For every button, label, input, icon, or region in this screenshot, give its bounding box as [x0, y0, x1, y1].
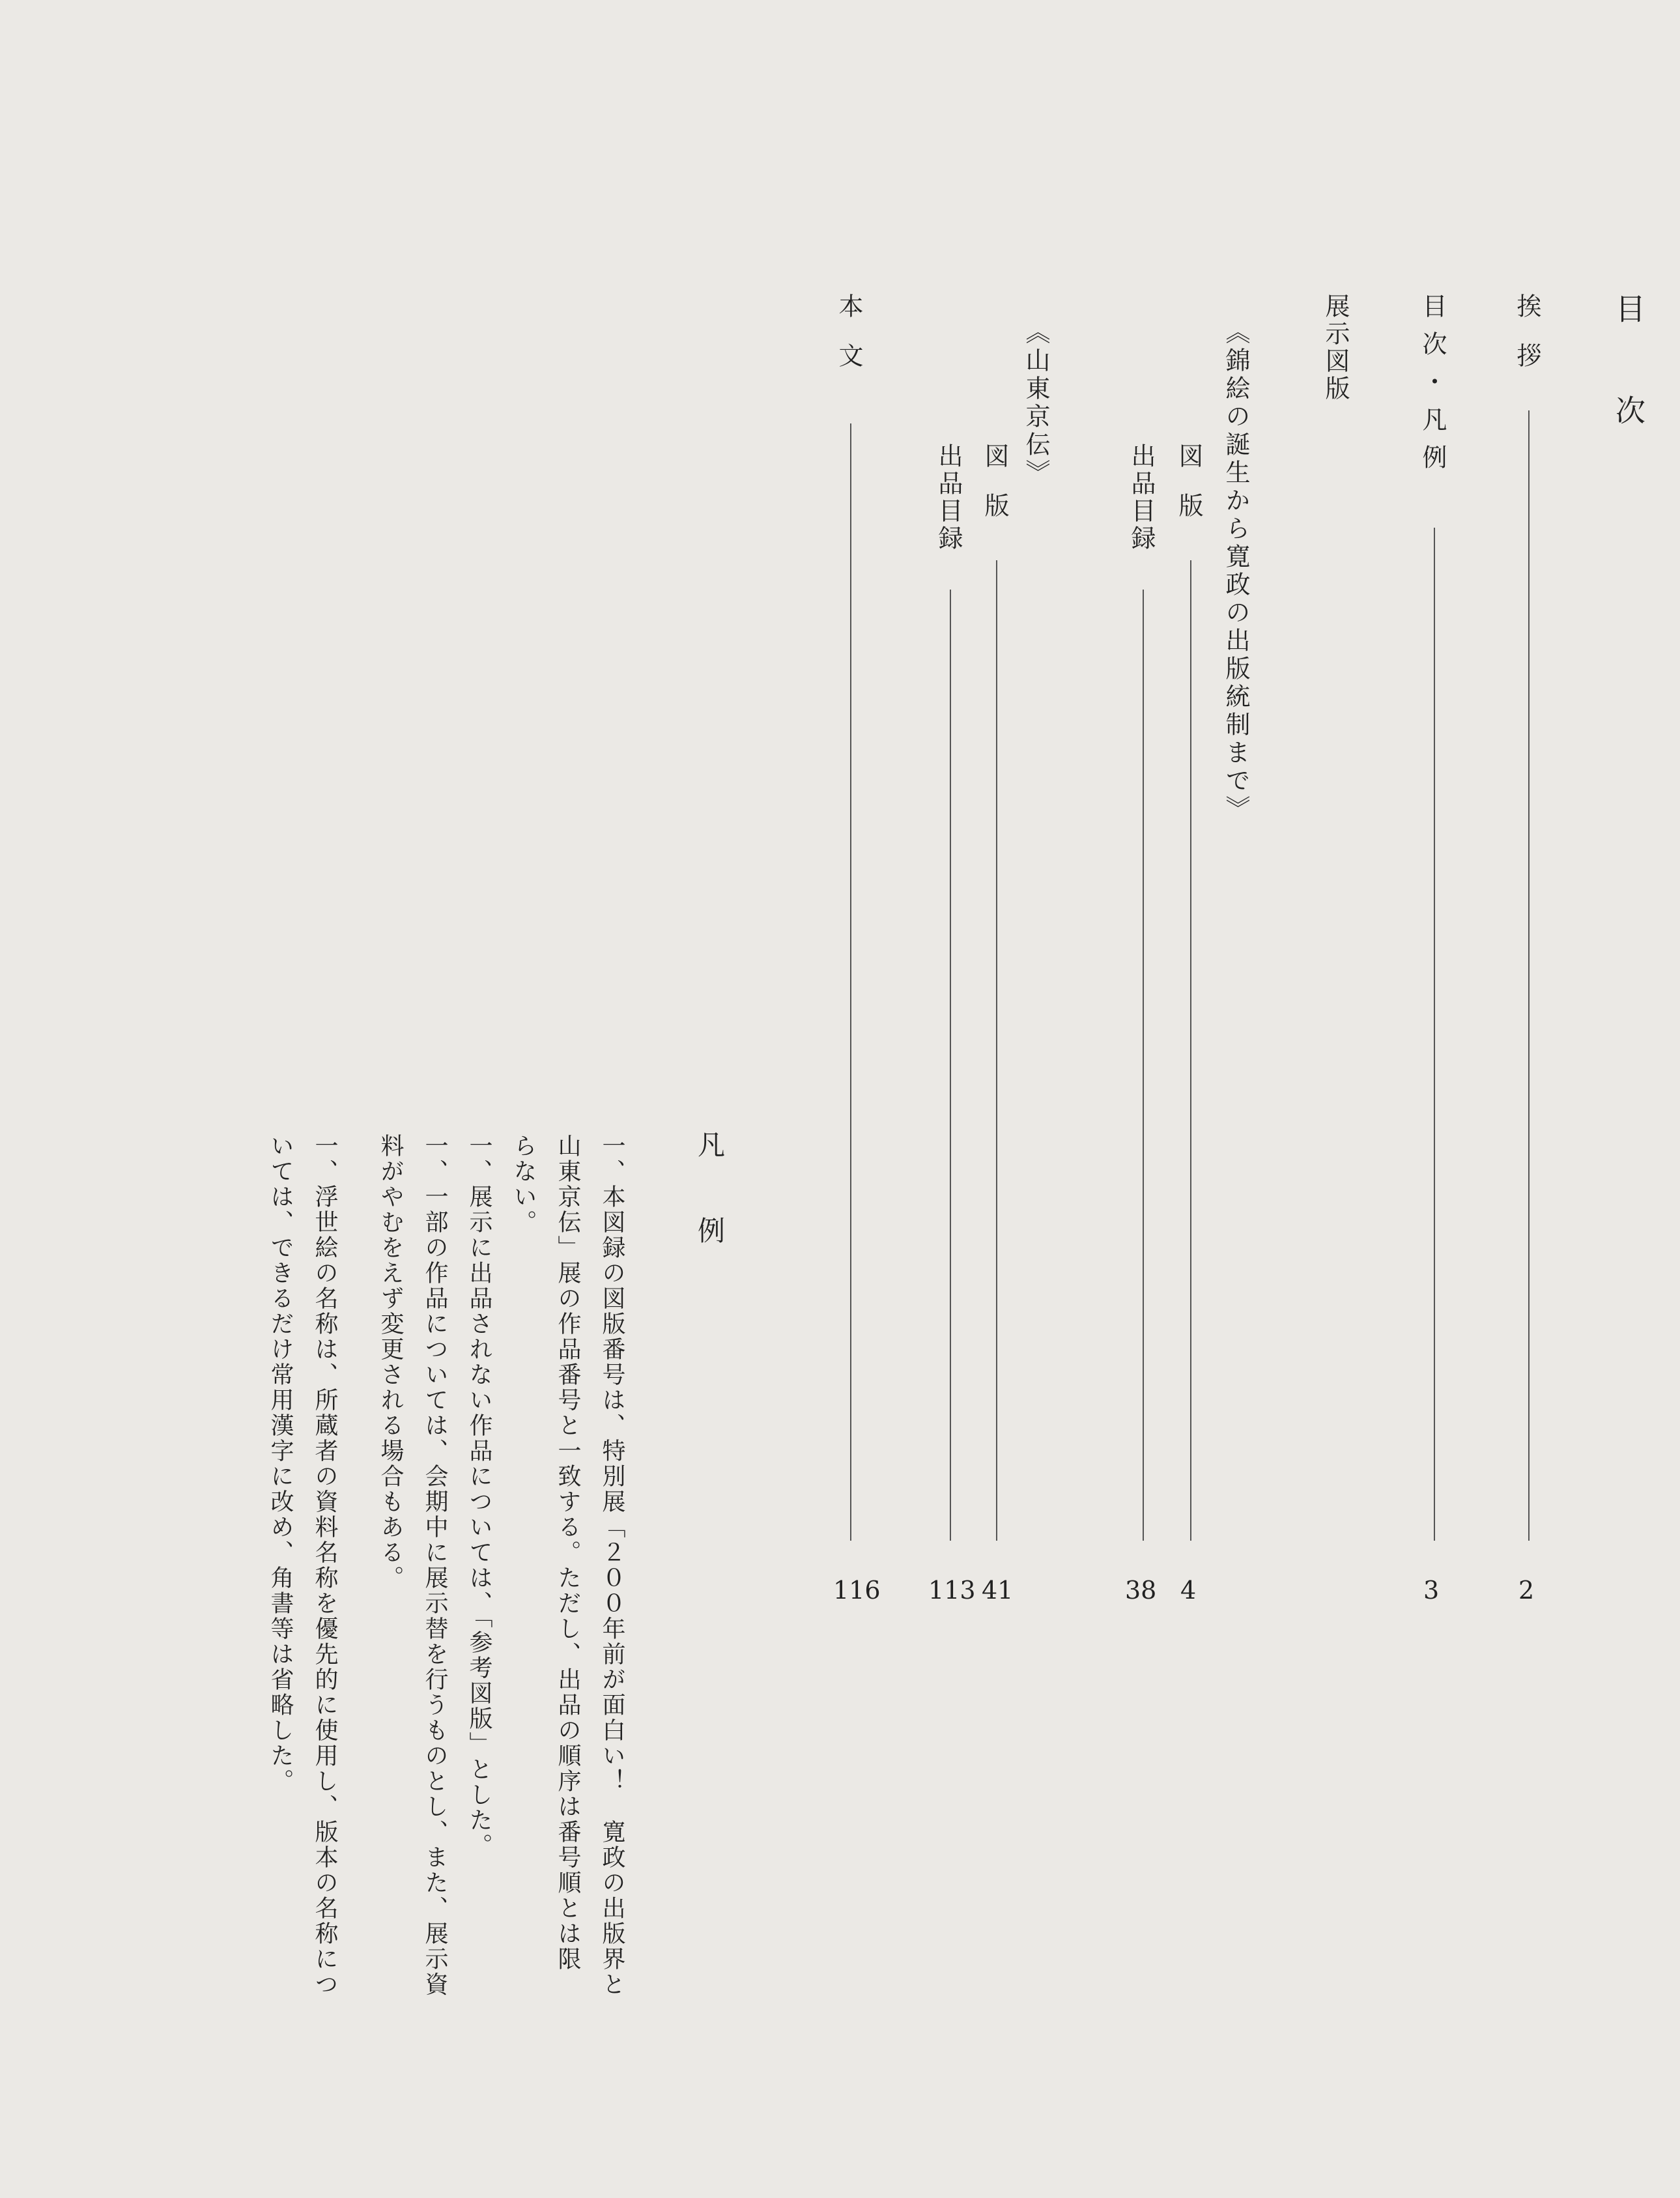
- toc-leader-line: [850, 423, 851, 1541]
- toc-leader-line: [1143, 590, 1144, 1541]
- note-line: 一、本図録の図版番号は、特別展「２００年前が面白い！ 寛政の出版界と: [599, 1134, 625, 1997]
- toc-title: 目次: [1611, 293, 1646, 496]
- toc-leader-line: [996, 560, 997, 1541]
- toc-entry-catalogue: 出品目録: [1127, 443, 1156, 552]
- note-line: 一、展示に出品されない作品については、「参考図版」とした。: [466, 1134, 492, 1859]
- note-line: 一、一部の作品については、会期中に展示替を行うものとし、また、展示資: [421, 1134, 448, 1997]
- toc-entry-plates: 図版: [980, 443, 1009, 542]
- toc-leader-line: [1190, 560, 1191, 1541]
- toc-entry-body-text: 本文: [834, 293, 863, 392]
- toc-leader-line: [1528, 410, 1530, 1541]
- note-line: 山東京伝」展の作品番号と一致する。ただし、出品の順序は番号順とは限: [554, 1134, 581, 1972]
- toc-page-number: 2: [1518, 1576, 1535, 1605]
- toc-section-exhibit-plates: 展示図版: [1321, 293, 1350, 403]
- note-line: 一、浮世絵の名称は、所蔵者の資料名称を優先的に使用し、版本の名称につ: [311, 1134, 338, 1997]
- note-line: いては、できるだけ常用漢字に改め、角書等は省略した。: [267, 1134, 294, 1794]
- toc-page-number: 41: [982, 1576, 1014, 1605]
- note-line: らない。: [510, 1134, 537, 1235]
- toc-entry-contents-notes: 目次・凡例: [1418, 293, 1447, 482]
- note-line: 料がやむをえず変更される場合もある。: [377, 1134, 404, 1591]
- notes-title: 凡例: [694, 1130, 726, 1302]
- toc-subsection-nishiki-e: 《錦絵の誕生から寛政の出版統制まで》: [1221, 319, 1250, 823]
- toc-entry-plates: 図版: [1175, 443, 1203, 542]
- toc-page-number: 3: [1423, 1576, 1440, 1605]
- toc-subsection-santo-kyoden: 《山東京伝》: [1021, 319, 1050, 487]
- toc-leader-line: [1434, 528, 1435, 1541]
- toc-page-number: 4: [1180, 1576, 1197, 1605]
- toc-leader-line: [950, 590, 951, 1541]
- toc-entry-catalogue: 出品目録: [934, 443, 963, 552]
- toc-page-number: 116: [833, 1576, 881, 1605]
- toc-page-number: 38: [1125, 1576, 1157, 1605]
- toc-entry-greeting: 挨拶: [1513, 293, 1541, 392]
- toc-page-number: 113: [928, 1576, 976, 1605]
